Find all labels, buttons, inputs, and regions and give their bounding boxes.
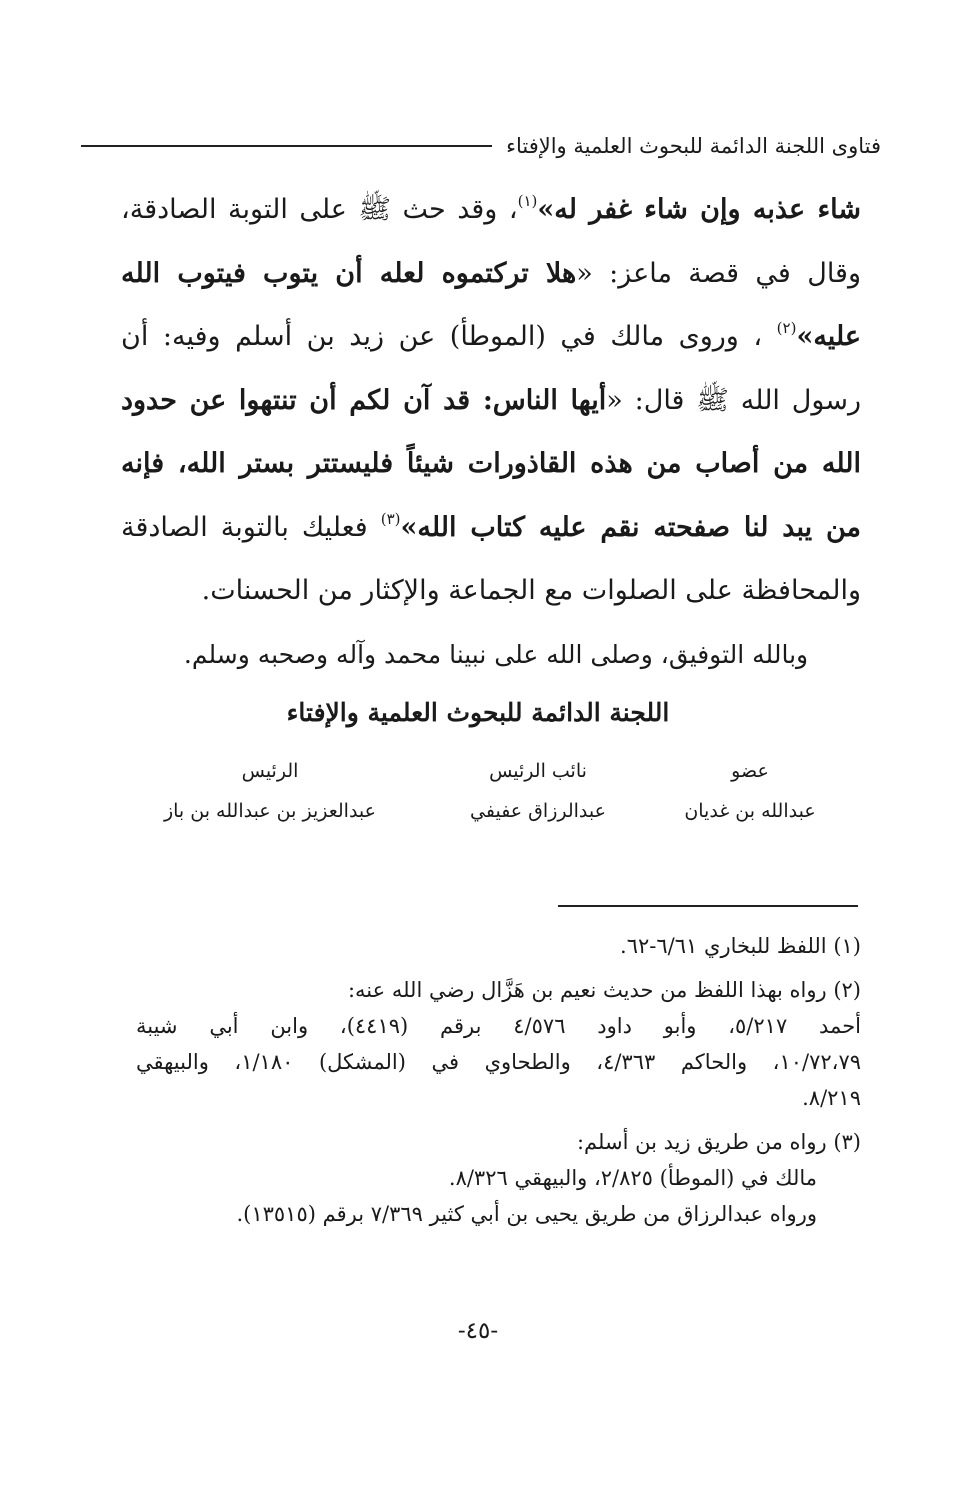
body-text-1: ، وقد حث ﷺ على التوبة الصادقة، وقال في قصة ماعز: « xyxy=(121,194,861,289)
signature-role: عضو xyxy=(731,760,769,782)
body-text-2: ، وروى مالك في (الموطأ) عن زيد بن أسلم وفيه: أن رسول الله ﷺ قال: « xyxy=(121,321,861,416)
signature-member xyxy=(620,760,880,822)
footnote-ref-3: (٣) xyxy=(380,509,401,528)
running-header xyxy=(81,126,881,166)
footnote-2-line: ١٠/٧٢،٧٩، والحاكم ٤/٣٦٣، والطحاوي في (المشكل) ١/١٨٠، والبيهقي xyxy=(136,1050,861,1074)
header-title: فتاوى اللجنة الدائمة للبحوث العلمية والإفتاء xyxy=(506,134,881,158)
body-paragraph xyxy=(121,178,861,623)
header-rule xyxy=(81,145,492,147)
footnote-ref-2: (٢) xyxy=(776,319,797,337)
hadith-quote-1: شاء عذبه وإن شاء غفر له» xyxy=(537,194,861,225)
committee-title: اللجنة الدائمة للبحوث العلمية والإفتاء xyxy=(286,698,670,727)
signature-role: الرئيس xyxy=(241,760,299,782)
signature-name: عبدالرزاق عفيفي xyxy=(470,800,606,822)
hadith-quote-3: أيها الناس: قد آن لكم أن تنتهوا عن حدود الله من أصاب من هذه القاذورات شيئاً فليستتر بستر الله، فإنه من يبد لنا صفحته نقم عليه كتاب الله» xyxy=(121,384,861,543)
signature-role: نائب الرئيس xyxy=(489,760,587,782)
footnote-ref-1: (١) xyxy=(517,192,538,210)
footnote-2-heading: (٢) رواه بهذا اللفظ من حديث نعيم بن هَزَّال رضي الله عنه: xyxy=(347,978,861,1002)
footnote-3-heading: (٣) رواه من طريق زيد بن أسلم: xyxy=(576,1130,861,1154)
footnote-3 xyxy=(136,1124,861,1232)
signature-name: عبدالعزيز بن عبدالله بن باز xyxy=(163,800,377,822)
footnotes xyxy=(136,928,861,1240)
fatwa-body xyxy=(121,178,861,623)
footnote-3-line: ورواه عبدالرزاق من طريق يحيى بن أبي كثير ٧/٣٦٩ برقم (١٣٥١٥). xyxy=(236,1202,817,1226)
footnote-2-line: أحمد ٥/٢١٧، وأبو داود ٤/٥٧٦ برقم (٤٤١٩)، وابن أبي شيبة xyxy=(136,1014,862,1038)
footnote-2-line: ٨/٢١٩. xyxy=(802,1086,861,1110)
footnote-3-line: مالك في (الموطأ) ٢/٨٢٥، والبيهقي ٨/٣٢٦. xyxy=(448,1166,817,1190)
signature-chairman xyxy=(140,760,400,822)
body-text-3: فعليك بالتوبة الصادقة والمحافظة على الصلوات مع الجماعة والإكثار من الحسنات. xyxy=(121,511,861,606)
footnote-2 xyxy=(136,972,861,1116)
footnote-separator xyxy=(558,905,858,907)
closing-line: وبالله التوفيق، وصلى الله على نبينا محمد وآله وصحبه وسلم. xyxy=(183,640,809,669)
footnote-1: (١) اللفظ للبخاري ٦/٦١-٦٢. xyxy=(620,934,861,958)
signature-name: عبدالله بن غديان xyxy=(684,800,816,822)
page-number: -٤٥- xyxy=(457,1318,499,1344)
hadith-quote-2: هلا تركتموه لعله أن يتوب فيتوب الله عليه» xyxy=(121,257,861,352)
